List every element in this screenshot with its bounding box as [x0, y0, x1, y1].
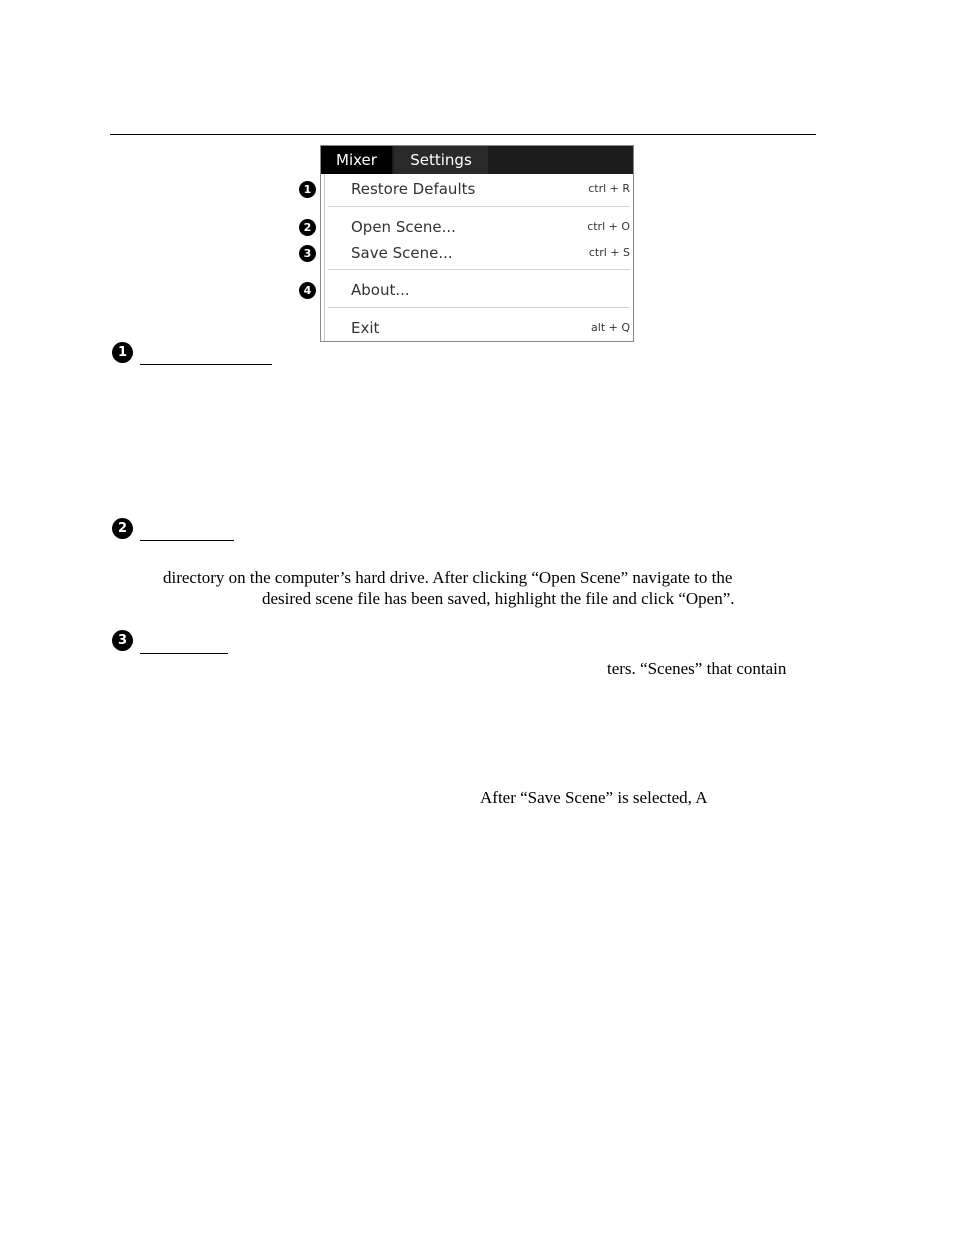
section-3-heading-rule	[140, 653, 228, 654]
menu-item-about[interactable]: About...	[351, 281, 410, 299]
section-1-icon: 1	[112, 342, 133, 363]
section-2-icon: 2	[112, 518, 133, 539]
menu-separator	[328, 269, 630, 270]
menu-shortcut-save-scene: ctrl + S	[588, 246, 630, 259]
menu-shortcut-exit: alt + Q	[591, 321, 630, 334]
save-scene-text-line-2: After “Save Scene” is selected, A	[480, 788, 708, 807]
callout-1-icon: 1	[299, 181, 316, 198]
menu-settings[interactable]: Settings	[394, 146, 488, 174]
menu-shortcut-restore-defaults: ctrl + R	[588, 182, 630, 195]
open-scene-text-line-2: desired scene file has been saved, highlight the file and click “Open”.	[262, 589, 735, 608]
menu-item-restore-defaults[interactable]: Restore Defaults	[351, 180, 476, 198]
menu-separator	[328, 307, 630, 308]
save-scene-text-line-1: ters. “Scenes” that contain	[607, 659, 787, 678]
section-2-heading-rule	[140, 540, 234, 541]
menu-item-exit[interactable]: Exit	[351, 319, 380, 337]
menu-item-open-scene[interactable]: Open Scene...	[351, 218, 456, 236]
section-1-heading-rule	[140, 364, 272, 365]
menu-bar	[321, 146, 633, 174]
callout-2-icon: 2	[299, 219, 316, 236]
menu-separator	[328, 206, 630, 207]
open-scene-text-line-1: directory on the computer’s hard drive. After clicking “Open Scene” navigate to the	[163, 568, 733, 587]
menu-edge	[324, 174, 325, 341]
file-menu-screenshot	[320, 145, 634, 342]
menu-mixer[interactable]: Mixer	[321, 146, 392, 174]
top-rule	[110, 134, 816, 135]
menu-item-save-scene[interactable]: Save Scene...	[351, 244, 453, 262]
callout-4-icon: 4	[299, 282, 316, 299]
section-3-icon: 3	[112, 630, 133, 651]
menu-shortcut-open-scene: ctrl + O	[587, 220, 630, 233]
callout-3-icon: 3	[299, 245, 316, 262]
